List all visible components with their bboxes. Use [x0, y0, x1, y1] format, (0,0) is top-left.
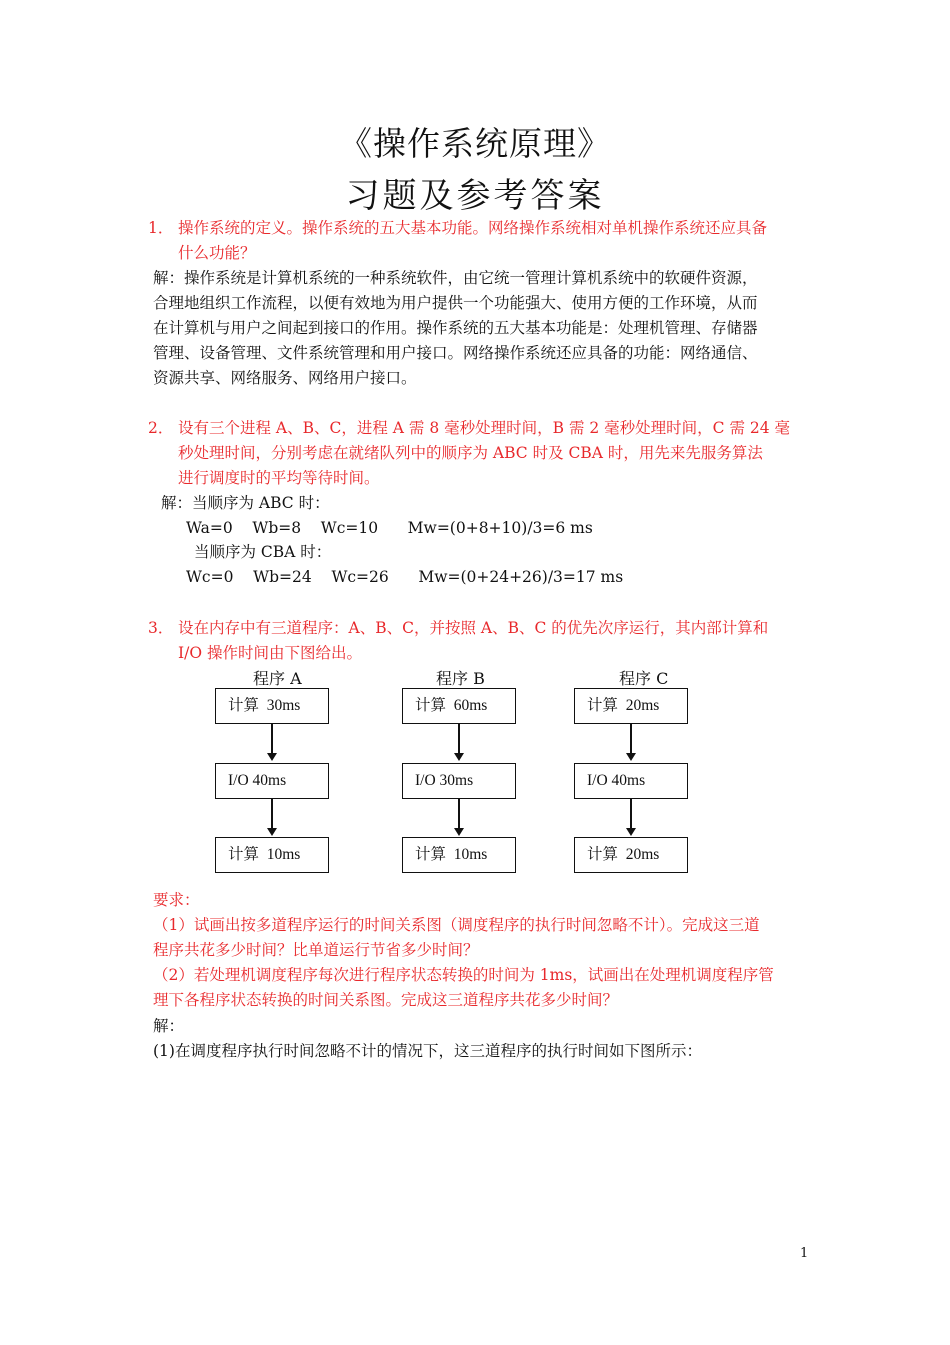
program-b-step-3: 计算 10ms: [402, 837, 516, 873]
q2-answer-line: 解：当顺序为 ABC 时：: [161, 494, 330, 512]
q1-answer-line: 在计算机与用户之间起到接口的作用。操作系统的五大基本功能是：处理机管理、存储器: [153, 319, 758, 337]
program-b-step-1: 计算 60ms: [402, 688, 516, 724]
program-b-step-2: I/O 30ms: [402, 763, 516, 799]
q3-requirement-line: （1）试画出按多道程序运行的时间关系图（调度程序的执行时间忽略不计）。完成这三道: [153, 916, 760, 934]
arrow-down-icon: [630, 799, 632, 829]
arrow-down-icon: [458, 724, 460, 754]
q3-requirement-line: 程序共花多少时间？比单道运行节省多少时间？: [153, 941, 479, 959]
page-number: 1: [800, 1246, 809, 1261]
program-c-step-3: 计算 20ms: [574, 837, 688, 873]
program-c-step-2: I/O 40ms: [574, 763, 688, 799]
program-a-step-1: 计算 30ms: [215, 688, 329, 724]
q2-question-line: 秒处理时间，分别考虑在就绪队列中的顺序为 ABC 时及 CBA 时，用先来先服务算法: [178, 444, 763, 462]
arrow-down-icon: [271, 724, 273, 754]
q2-answer-line: Wa=0 Wb=8 Wc=10 Mw=(0+8+10)/3=6 ms: [186, 519, 593, 537]
q1-number: 1．: [148, 219, 174, 237]
program-c-label: 程序 C: [619, 669, 669, 688]
q1-answer-line: 管理、设备管理、文件系统管理和用户接口。网络操作系统还应具备的功能：网络通信、: [153, 344, 758, 362]
q3-requirement-line: （2）若处理机调度程序每次进行程序状态转换的时间为 1ms，试画出在处理机调度程序管: [153, 966, 774, 984]
q1-answer-line: 解：操作系统是计算机系统的一种系统软件，由它统一管理计算机系统中的软硬件资源，: [153, 269, 758, 287]
program-a-step-3: 计算 10ms: [215, 837, 329, 873]
document-title: 《操作系统原理》: [339, 124, 611, 163]
q3-answer-line: (1)在调度程序执行时间忽略不计的情况下，这三道程序的执行时间如下图所示：: [153, 1042, 702, 1060]
q2-question-line: 进行调度时的平均等待时间。: [178, 469, 380, 487]
q2-answer-line: Wc=0 Wb=24 Wc=26 Mw=(0+24+26)/3=17 ms: [186, 568, 624, 586]
q1-question-line: 操作系统的定义。操作系统的五大基本功能。网络操作系统相对单机操作系统还应具备: [178, 219, 768, 237]
q2-question-line: 设有三个进程 A、B、C，进程 A 需 8 毫秒处理时间，B 需 2 毫秒处理时间，C 需 24 毫: [178, 419, 791, 437]
q1-question-line: 什么功能？: [178, 244, 256, 262]
q3-answer-line: 解：: [153, 1017, 185, 1035]
q3-question-line: 设在内存中有三道程序：A、B、C，并按照 A、B、C 的优先次序运行，其内部计算和: [178, 619, 769, 637]
q3-question-line: I/O 操作时间由下图给出。: [178, 644, 362, 662]
program-a-label: 程序 A: [253, 669, 302, 688]
q3-requirement-line: 理下各程序状态转换的时间关系图。完成这三道程序共花多少时间？: [153, 991, 619, 1009]
program-a-step-2: I/O 40ms: [215, 763, 329, 799]
q3-requirement-line: 要求：: [153, 891, 200, 909]
arrow-down-icon: [271, 799, 273, 829]
program-b-label: 程序 B: [436, 669, 485, 688]
q2-number: 2．: [148, 419, 174, 437]
q3-number: 3．: [148, 619, 174, 637]
q1-answer-line: 合理地组织工作流程，以便有效地为用户提供一个功能强大、使用方便的工作环境，从而: [153, 294, 758, 312]
q1-answer-line: 资源共享、网络服务、网络用户接口。: [153, 369, 417, 387]
q2-answer-line: 当顺序为 CBA 时：: [194, 543, 332, 561]
arrow-down-icon: [458, 799, 460, 829]
arrow-down-icon: [630, 724, 632, 754]
program-c-step-1: 计算 20ms: [574, 688, 688, 724]
document-subtitle: 习题及参考答案: [345, 176, 605, 216]
